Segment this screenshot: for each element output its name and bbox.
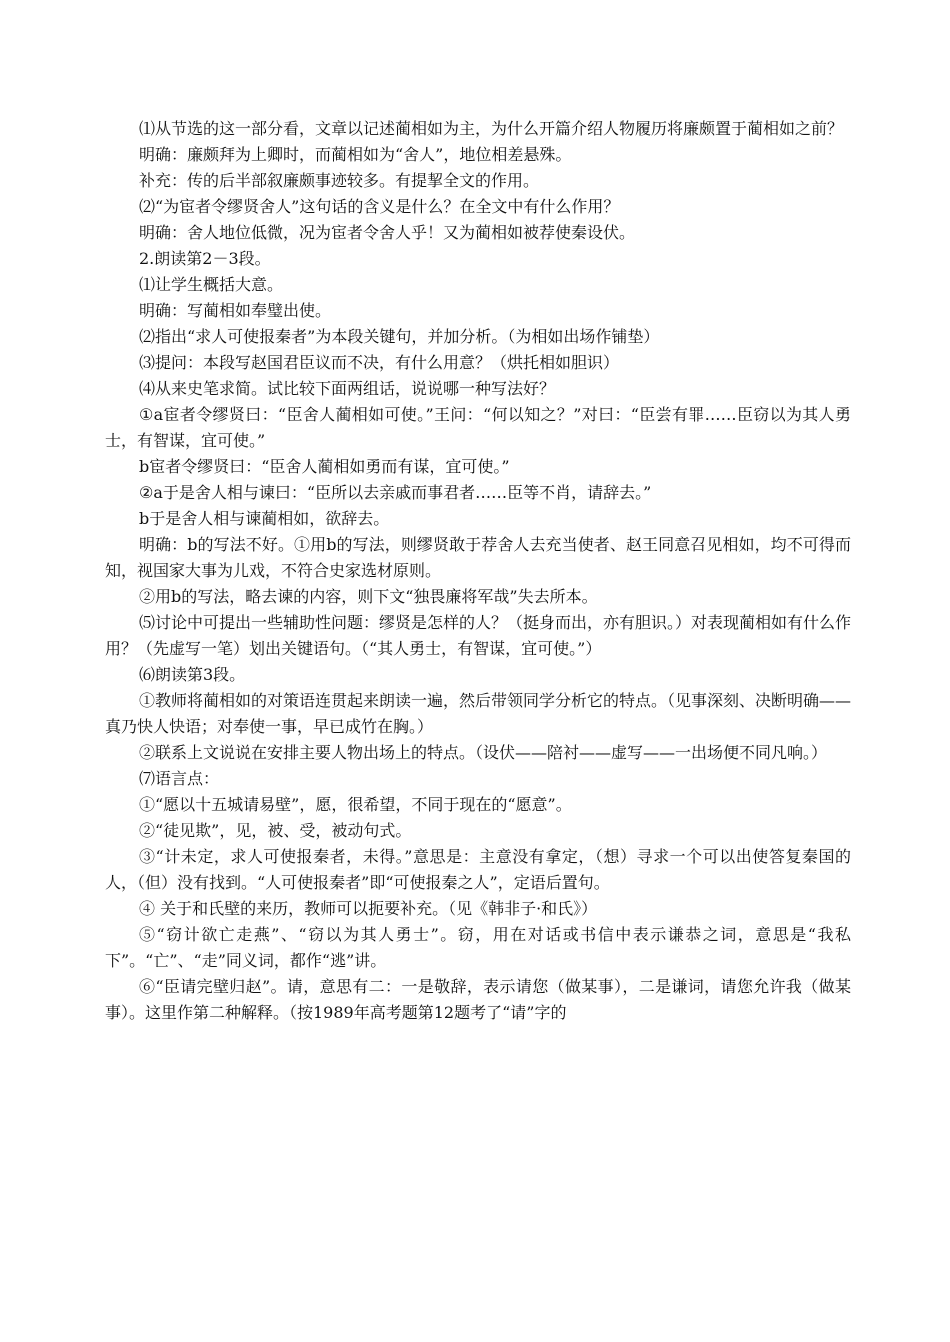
paragraph: ⑥“臣请完壁归赵”。请，意思有二：一是敬辞，表示请您（做某事），二是谦词，请您允许我（做某事）。这里作第二种解释。（按1989年高考题第12题考了“请”字的 — [105, 977, 851, 1022]
paragraph: 明确：b的写法不好。①用b的写法，则缪贤敢于荐舍人去充当使者、赵王同意召见相如，均不可得而知，视国家大事为儿戏，不符合史家选材原则。 — [105, 535, 851, 580]
paragraph: ②联系上文说说在安排主要人物出场上的特点。（设伏——陪衬——虚写——一出场便不同凡响。） — [139, 743, 828, 762]
paragraph: ④ 关于和氏壁的来历，教师可以扼要补充。（见《韩非子·和氏》） — [139, 899, 598, 918]
document-page — [105, 116, 851, 1026]
paragraph: ⑷从来史笔求简。试比较下面两组话，说说哪一种写法好？ — [139, 379, 556, 398]
paragraph: ①教师将蔺相如的对策语连贯起来朗读一遍，然后带领同学分析它的特点。（见事深刻、决断明确——真乃快人快语；对奉使一事，早已成竹在胸。） — [105, 691, 852, 736]
paragraph: 补充：传的后半部叙廉颇事迹较多。有提挈全文的作用。 — [139, 171, 540, 190]
paragraph: 明确：廉颇拜为上卿时，而蔺相如为“舍人”，地位相差悬殊。 — [139, 145, 572, 164]
paragraph: b于是舍人相与谏蔺相如，欲辞去。 — [139, 509, 390, 528]
paragraph: ⑴让学生概括大意。 — [139, 275, 284, 294]
paragraph: ⑺语言点： — [139, 769, 220, 788]
paragraph: ②“徒见欺”，见，被、受，被动句式。 — [139, 821, 412, 840]
paragraph: ③“计未定，求人可使报秦者，未得。”意思是：主意没有拿定，（想）寻求一个可以出使答复秦国的人，（但）没有找到。“人可使报秦者”即“可使报秦之人”，定语后置句。 — [105, 847, 851, 892]
paragraph: ⑵指出“求人可使报秦者”为本段关键句，并加分析。（为相如出场作铺垫） — [139, 327, 660, 346]
paragraph: ⑶提问：本段写赵国君臣议而不决，有什么用意？（烘托相如胆识） — [139, 353, 620, 372]
paragraph: 明确：写蔺相如奉璧出使。 — [139, 301, 332, 320]
paragraph: ②用b的写法，略去谏的内容，则下文“独畏廉将军哉”失去所本。 — [139, 587, 598, 606]
paragraph: ②a于是舍人相与谏曰：“臣所以去亲戚而事君者……臣等不肖，请辞去。” — [139, 483, 652, 502]
paragraph: ⑵“为宦者令缪贤舍人”这句话的含义是什么？在全文中有什么作用？ — [139, 197, 620, 216]
paragraph: ⑹朗读第3段。 — [139, 665, 246, 684]
section-heading: 2.朗读第2－3段。 — [139, 249, 271, 268]
paragraph: ①a宦者令缪贤曰：“臣舍人蔺相如可使。”王问：“何以知之？”对曰：“臣尝有罪……臣窃以为其人勇士，有智谋，宜可使。” — [105, 405, 851, 450]
paragraph: ⑴从节选的这一部分看，文章以记述蔺相如为主，为什么开篇介绍人物履历将廉颇置于蔺相如之前？ — [139, 119, 844, 138]
paragraph: ⑤“窃计欲亡走燕”、“窃以为其人勇士”。窃，用在对话或书信中表示谦恭之词，意思是“我私下”。“亡”、“走”同义词，都作“逃”讲。 — [105, 925, 851, 970]
paragraph: 明确：舍人地位低微，况为宦者令舍人乎！又为蔺相如被荐使秦设伏。 — [139, 223, 636, 242]
paragraph: ①“愿以十五城请易壁”，愿，很希望，不同于现在的“愿意”。 — [139, 795, 572, 814]
paragraph: ⑸讨论中可提出一些辅助性问题：缪贤是怎样的人？（挺身而出，亦有胆识。）对表现蔺相如有什么作用？（先虚写一笔）划出关键语句。（“其人勇士，有智谋，宜可使。”） — [105, 613, 852, 658]
paragraph: b宦者令缪贤曰：“臣舍人蔺相如勇而有谋，宜可使。” — [139, 457, 510, 476]
